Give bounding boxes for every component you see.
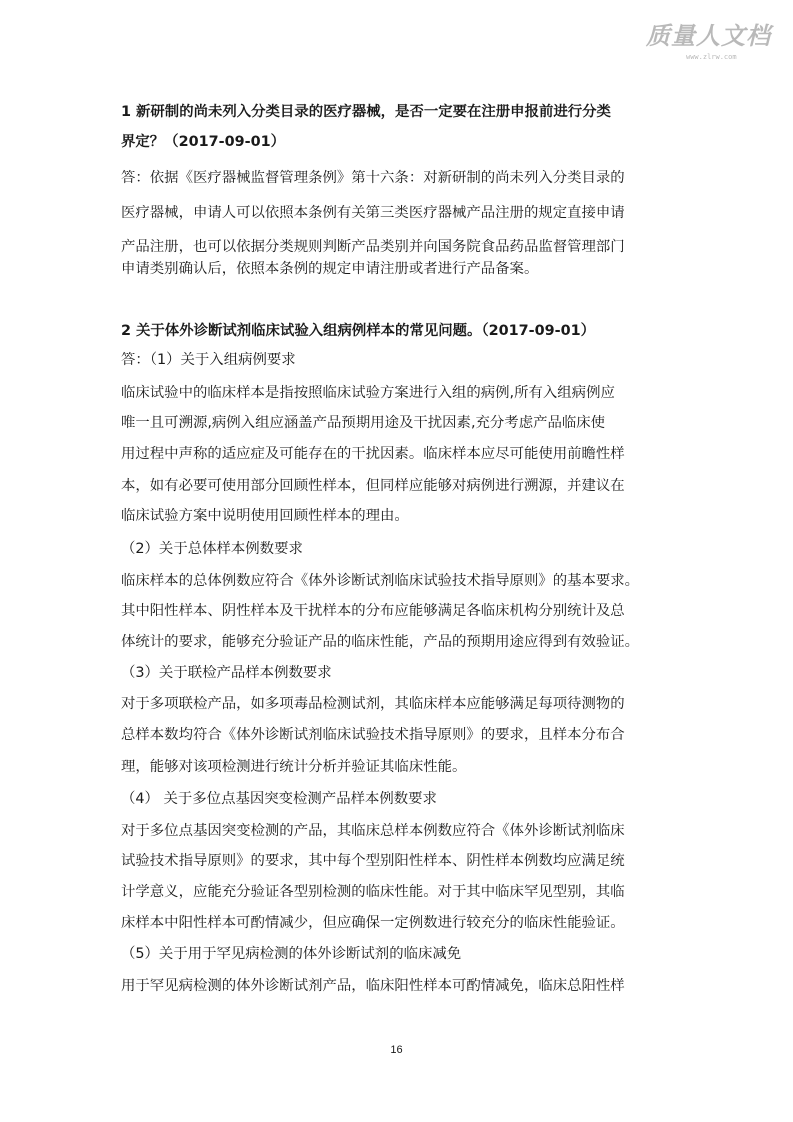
q2-body-line: 计学意义，应能充分验证各型别检测的临床性能。对于其中临床罕见型别，其临	[121, 884, 625, 900]
q1-title-line-1: 1 新研制的尚未列入分类目录的医疗器械，是否一定要在注册申报前进行分类	[121, 104, 611, 120]
q2-title: 2 关于体外诊断试剂临床试验入组病例样本的常见问题。（2017-09-01）	[121, 323, 596, 339]
q2-body-line: 临床试验方案中说明使用回顾性样本的理由。	[121, 508, 409, 524]
q2-body-line: 床样本中阳性样本可酌情减少，但应确保一定例数进行较充分的临床性能验证。	[121, 915, 625, 931]
q2-body-line: 用过程中声称的适应症及可能存在的干扰因素。临床样本应尽可能使用前瞻性样	[121, 446, 625, 462]
q2-body-line: 唯一且可溯源,病例入组应涵盖产品预期用途及干扰因素,充分考虑产品临床使	[121, 415, 606, 431]
q2-body-line: 其中阳性样本、阴性样本及干扰样本的分布应能够满足各临床机构分别统计及总	[121, 603, 625, 619]
q2-subheading-3: （3）关于联检产品样本例数要求	[121, 665, 332, 681]
q2-body-line: 临床样本的总体例数应符合《体外诊断试剂临床试验技术指导原则》的基本要求。	[121, 573, 640, 589]
q2-body-line: 临床试验中的临床样本是指按照临床试验方案进行入组的病例,所有入组病例应	[121, 385, 615, 401]
q1-answer-line: 产品注册，也可以依据分类规则判断产品类别并向国务院食品药品监督管理部门	[121, 239, 625, 255]
q2-subheading-4: （4） 关于多位点基因突变检测产品样本例数要求	[121, 791, 437, 807]
q2-body-line: 对于多项联检产品，如多项毒品检测试剂，其临床样本应能够满足每项待测物的	[121, 696, 625, 712]
q2-body-line: 理，能够对该项检测进行统计分析并验证其临床性能。	[121, 759, 467, 775]
q2-subheading-2: （2）关于总体样本例数要求	[121, 541, 303, 557]
logo-text: 质量人文档	[646, 22, 771, 50]
q1-answer-line: 答：依据《医疗器械监督管理条例》第十六条：对新研制的尚未列入分类目录的	[121, 170, 625, 186]
q2-subheading-1: 答：（1）关于入组病例要求	[121, 352, 296, 368]
q2-body-line: 试验技术指导原则》的要求，其中每个型别阳性样本、阴性样本例数均应满足统	[121, 853, 625, 869]
q2-body-line: 对于多位点基因突变检测的产品，其临床总样本例数应符合《体外诊断试剂临床	[121, 823, 625, 839]
q1-answer-line: 申请类别确认后，依照本条例的规定申请注册或者进行产品备案。	[121, 261, 539, 277]
page-number: 16	[390, 1044, 403, 1056]
q1-answer-line: 医疗器械，申请人可以依照本条例有关第三类医疗器械产品注册的规定直接申请	[121, 205, 625, 221]
q1-title-line-2: 界定？（2017-09-01）	[121, 134, 286, 150]
q2-body-line: 本，如有必要可使用部分回顾性样本，但同样应能够对病例进行溯源，并建议在	[121, 478, 625, 494]
q2-body-line: 总样本数均符合《体外诊断试剂临床试验技术指导原则》的要求，且样本分布合	[121, 727, 625, 743]
q2-subheading-5: （5）关于用于罕见病检测的体外诊断试剂的临床减免	[121, 946, 462, 962]
q2-body-line: 体统计的要求，能够充分验证产品的临床性能，产品的预期用途应得到有效验证。	[121, 634, 640, 650]
logo-url: www.zlrw.com	[686, 53, 737, 61]
q2-body-line: 用于罕见病检测的体外诊断试剂产品，临床阳性样本可酌情减免，临床总阳性样	[121, 978, 625, 994]
watermark-logo	[646, 22, 782, 66]
